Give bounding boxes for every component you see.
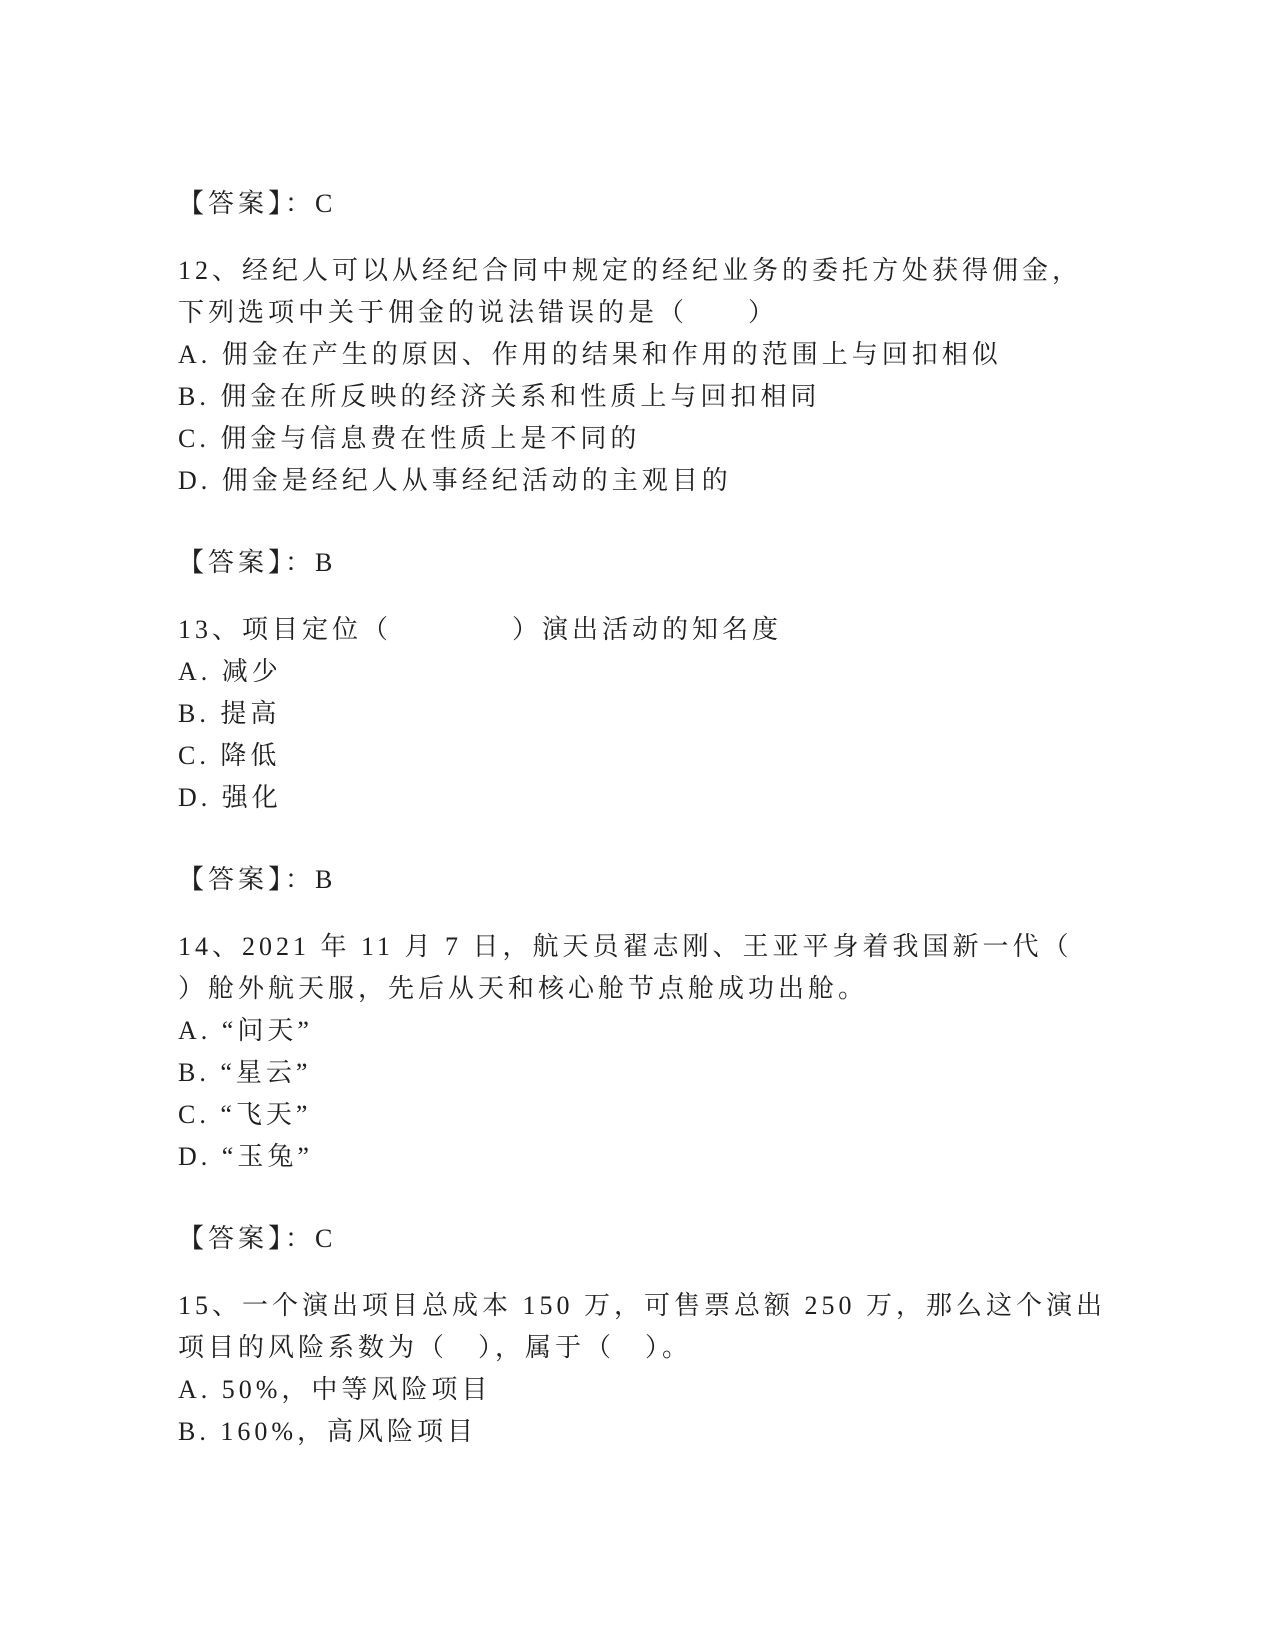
question-14-text-line-2: ）舱外航天服，先后从天和核心舱节点舱成功出舱。: [178, 974, 869, 1003]
question-14-option-c: C. “飞天”: [178, 1100, 312, 1129]
question-12-option-c: C. 佣金与信息费在性质上是不同的: [178, 424, 641, 453]
question-12-option-d: D. 佣金是经纪人从事经纪活动的主观目的: [178, 466, 732, 495]
question-12-text-line-2: 下列选项中关于佣金的说法错误的是（ ）: [178, 298, 779, 327]
question-13: [178, 609, 1155, 819]
question-14-option-d: D. “玉兔”: [178, 1142, 313, 1171]
question-14-option-a: A. “问天”: [178, 1016, 313, 1045]
question-14-option-b: B. “星云”: [178, 1058, 312, 1087]
question-12-text-line-1: 12、经纪人可以从经纪合同中规定的经纪业务的委托方处获得佣金，: [178, 256, 1083, 285]
answer-line-q13: 【答案】：B: [178, 865, 337, 894]
question-14-text-line-1: 14、2021 年 11 月 7 日，航天员翟志刚、王亚平身着我国新一代（: [178, 932, 1073, 961]
question-13-option-d: D. 强化: [178, 783, 282, 812]
question-15-option-b: B. 160%，高风险项目: [178, 1417, 478, 1446]
answer-line-q14: 【答案】：C: [178, 1224, 337, 1253]
question-13-option-c: C. 降低: [178, 741, 281, 770]
answer-line-q11: 【答案】：C: [178, 189, 337, 218]
answer-line-q12: 【答案】：B: [178, 548, 337, 577]
question-13-option-b: B. 提高: [178, 699, 281, 728]
question-15-text-line-1: 15、一个演出项目总成本 150 万，可售票总额 250 万，那么这个演出: [178, 1291, 1107, 1320]
question-15-text-line-2: 项目的风险系数为（ ），属于（ ）。: [178, 1333, 693, 1362]
question-12-option-a: A. 佣金在产生的原因、作用的结果和作用的范围上与回扣相似: [178, 340, 1002, 369]
question-12: [178, 250, 1155, 502]
question-12-option-b: B. 佣金在所反映的经济关系和性质上与回扣相同: [178, 382, 821, 411]
question-13-text-line-1: 13、项目定位（ ）演出活动的知名度: [178, 615, 783, 644]
question-15: [178, 1285, 1155, 1453]
question-15-option-a: A. 50%，中等风险项目: [178, 1375, 492, 1404]
question-14: [178, 926, 1155, 1178]
question-13-option-a: A. 减少: [178, 657, 282, 686]
